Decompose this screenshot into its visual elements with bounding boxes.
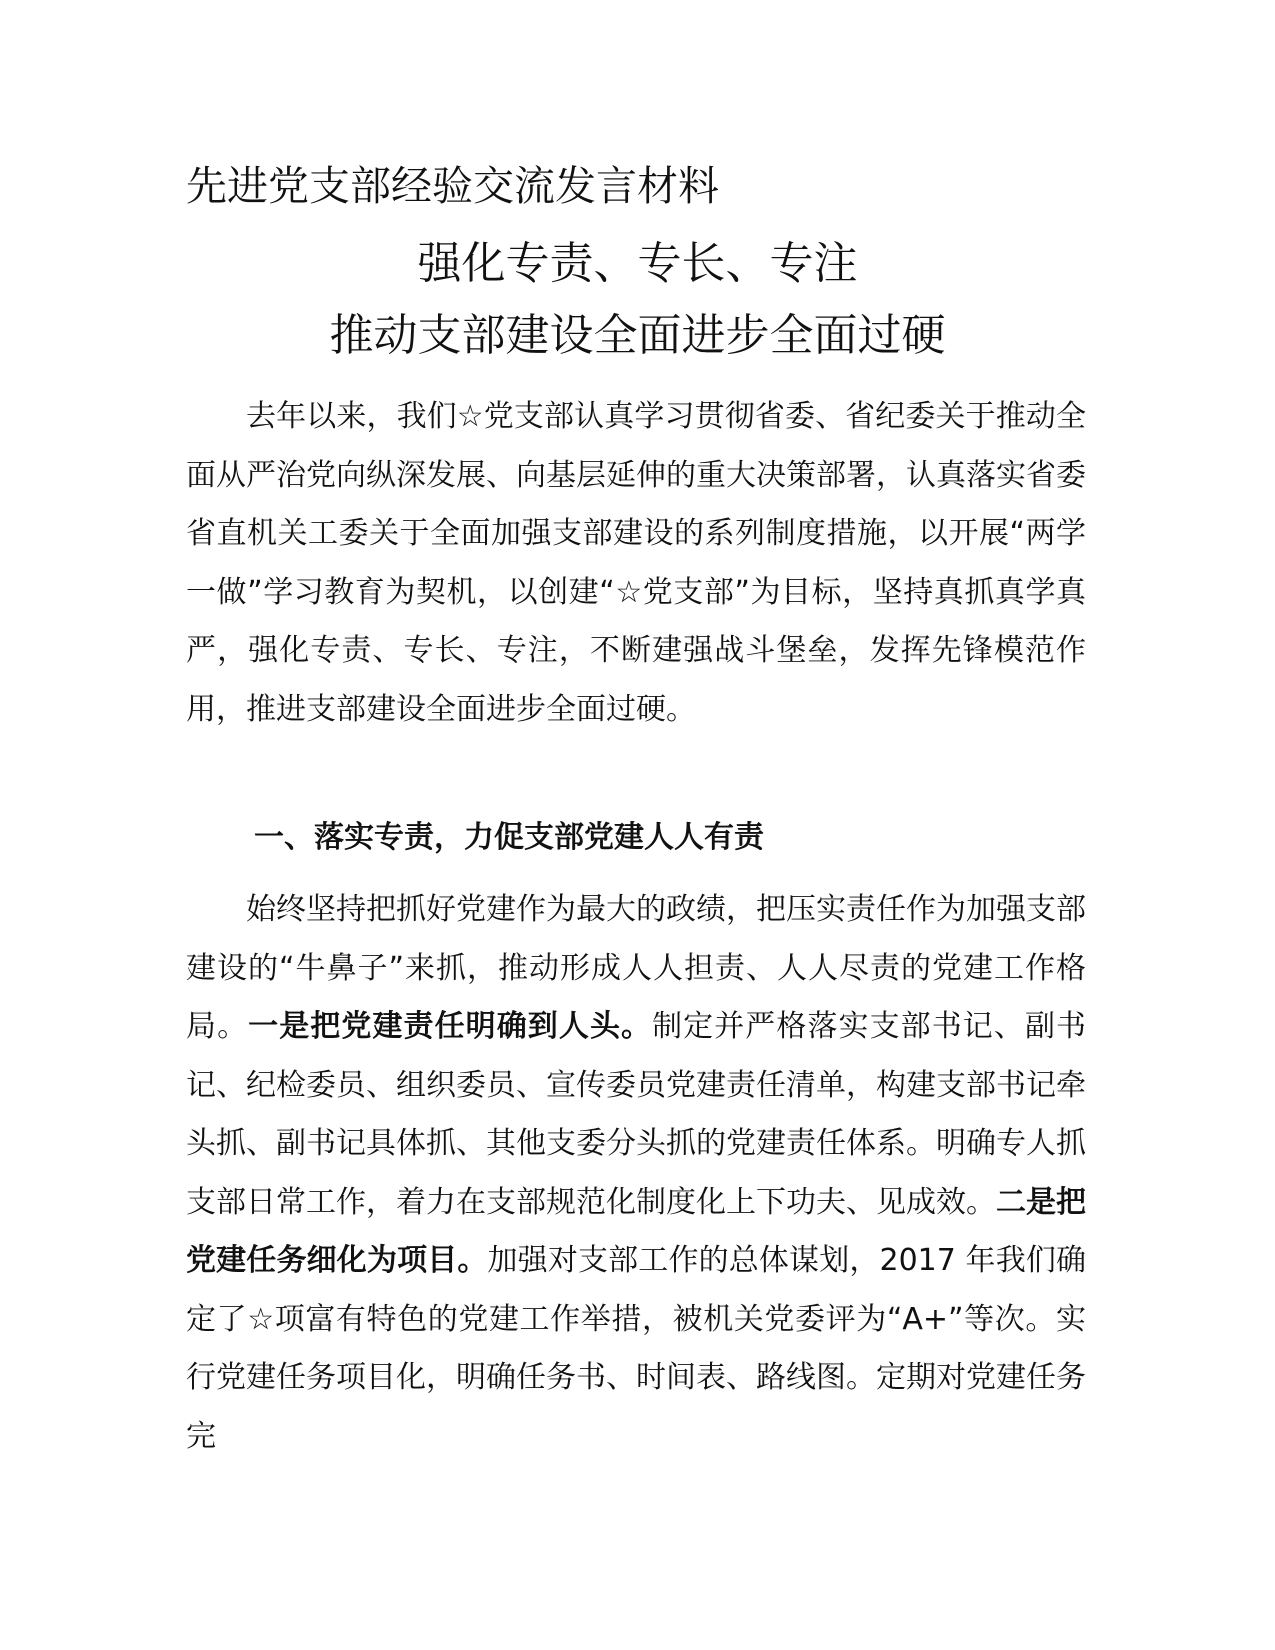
section-1-text-b: 制定并严格落实支部书记、副书记、纪检委员、组织委员、宣传委员党建责任清单，构建支部书记牵头抓、副书记具体抓、其他支委分头抓的党建责任体系。明确专人抓支部日常工作，着力在支部规范化制度化上下功夫、见成效。 [186, 1009, 1087, 1220]
section-1-paragraph [186, 881, 1086, 1466]
section-1-text-c: 加强对支部工作的总体谋划，2017 年我们确定了☆项富有特色的党建工作举措，被机关党委评为“A+”等次。实行党建任务项目化，明确任务书、时间表、路线图。定期对党建任务完 [186, 1243, 1087, 1454]
section-1-point-2-bold: 二是把党建任务细化为项目。 [186, 1184, 1086, 1278]
section-1-heading: 一、落实专责，力促支部党建人人有责 [254, 820, 764, 855]
subtitle-line-1: 强化专责、专长、专注 [417, 238, 858, 289]
document-title: 先进党支部经验交流发言材料 [186, 162, 719, 210]
subtitle-line-2: 推动支部建设全面进步全面过硬 [329, 310, 946, 361]
section-1-point-1-bold: 一是把党建责任明确到人头。 [248, 1009, 653, 1044]
intro-paragraph: 去年以来，我们☆党支部认真学习贯彻省委、省纪委关于推动全面从严治党向纵深发展、向基层延伸的重大决策部署，认真落实省委省直机关工委关于全面加强支部建设的系列制度措施，以开展“两学一做”学习教育为契机，以创建“☆党支部”为目标，坚持真抓真学真严，强化专责、专长、专注，不断建强战斗堡垒，发挥先锋模范作用，推进支部建设全面进步全面过硬。 [186, 399, 1086, 727]
section-1-text-a: 始终坚持把抓好党建作为最大的政绩，把压实责任作为加强支部建设的“牛鼻子”来抓，推动形成人人担责、人人尽责的党建工作格局。 [186, 892, 1086, 1044]
